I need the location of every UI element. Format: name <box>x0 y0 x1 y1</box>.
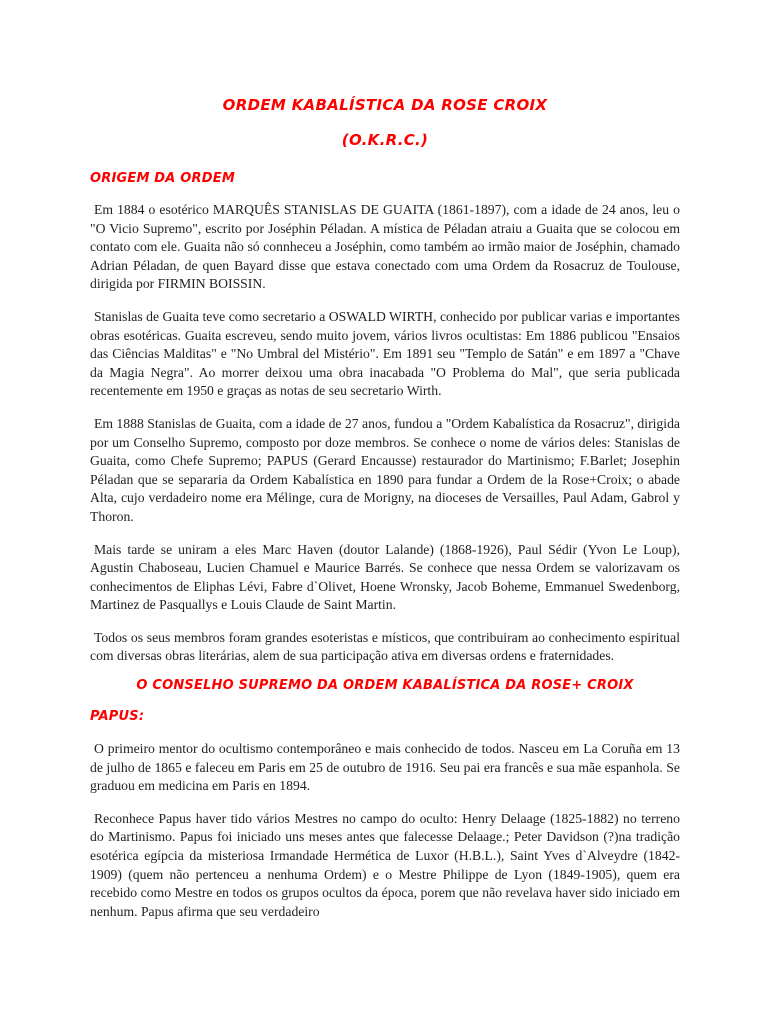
paragraph-origem-2: Stanislas de Guaita teve como secretario a OSWALD WIRTH, conhecido por publicar varias e importantes obras esotéricas. Guaita escreveu, sendo muito jovem, vários livros ocultistas: Em 1886 publicou "Ensaios das Ciências Malditas" e "No Umbral del Mistério". Em 1891 seu "Templo de Satán" e em 1897 a "Chave da Magia Negra". Ao morrer deixou uma obra inacabada "O Problema do Mal", que seria publicada recentemente em 1950 e graças as notas de seu secretario Wirth. <box>90 308 680 399</box>
paragraph-origem-5: Todos os seus membros foram grandes esoteristas e místicos, que contribuiram ao conhecimento espiritual com diversas obras literárias, alem de sua participação ativa em diversas ordens e fraternidades. <box>90 629 680 664</box>
paragraph-origem-1: Em 1884 o esotérico MARQUÊS STANISLAS DE GUAITA (1861-1897), com a idade de 24 anos, leu o "O Vicio Supremo", escrito por Joséphin Péladan. A mística de Péladan atraiu a Guaita que se colocou em contato com ele. Guaita não só connheceu a Joséphin, como também ao irmão maior de Joséphin, chamado Adrian Péladan, de quen Bayard disse que estava conectado com uma Ordem da Rosacruz de Toulouse, dirigida por FIRMIN BOISSIN. <box>90 202 680 292</box>
paragraph-origem-3: Em 1888 Stanislas de Guaita, com a idade de 27 anos, fundou a "Ordem Kabalística da Rosacruz", dirigida por um Conselho Supremo, composto por doze membros. Se conhece o nome de vários deles: Stanislas de Guaita, como Chefe Supremo; PAPUS (Gerard Encausse) restaurador do Martinismo; F.Barlet; Josephin Péladan que se separaria da Ordem Kabalística en 1890 para fundar a Ordem de la Rose+Croix; o abade Alta, cujo verdadeiro nome era Mélinge, cura de Morigny, na dioceses de Versailles, Paul Adam, Gabrol y Thoron. <box>90 415 680 524</box>
section-heading-origem: ORIGEM DA ORDEM <box>90 171 235 186</box>
section-heading-papus: PAPUS: <box>90 709 145 725</box>
document-body <box>90 92 680 921</box>
document-title: ORDEM KABALÍSTICA DA ROSE CROIX <box>222 96 548 114</box>
paragraph-papus-1: O primeiro mentor do ocultismo contemporâneo e mais conhecido de todos. Nasceu em La Coruña em 13 de julho de 1865 e faleceu em Paris em 25 de outubro de 1916. Seu pai era francês e sua mãe espanhola. Se graduou em medicina em Paris en 1894. <box>90 741 680 794</box>
document-subtitle: (O.K.R.C.) <box>341 131 429 149</box>
paragraph-papus-2: Reconhece Papus haver tido vários Mestres no campo do oculto: Henry Delaage (1825-1882) no terreno do Martinismo. Papus foi iniciado uns meses antes que falecesse Delaage.; Peter Davidson (?)na tradição esotérica egípcia da misteriosa Irmandade Hermética de Luxor (H.B.L.), Saint Yves d`Alveydre (1842-1909) (quem não pertenceu a nenhuma Ordem) e o Mestre Philippe de Lyon (1849-1905), quem era recebido como Mestre en todos os grupos ocultos da época, porem que não revelava haver sido iniciado em nenhum. Papus afirma que seu verdadeiro <box>90 810 680 919</box>
paragraph-origem-4: Mais tarde se uniram a eles Marc Haven (doutor Lalande) (1868-1926), Paul Sédir (Yvon Le Loup), Agustin Chaboseau, Lucien Chamuel e Maurice Barrés. Se conhece que nessa Ordem se valorizavam os conhecimentos de Eliphas Lévi, Fabre d`Olivet, Hoene Wronsky, Jacob Boheme, Emmanuel Swedenborg, Martinez de Pasquallys e Louis Claude de Saint Martin. <box>90 541 680 613</box>
section-heading-conselho: O CONSELHO SUPREMO DA ORDEM KABALÍSTICA DA ROSE+ CROIX <box>136 678 634 694</box>
